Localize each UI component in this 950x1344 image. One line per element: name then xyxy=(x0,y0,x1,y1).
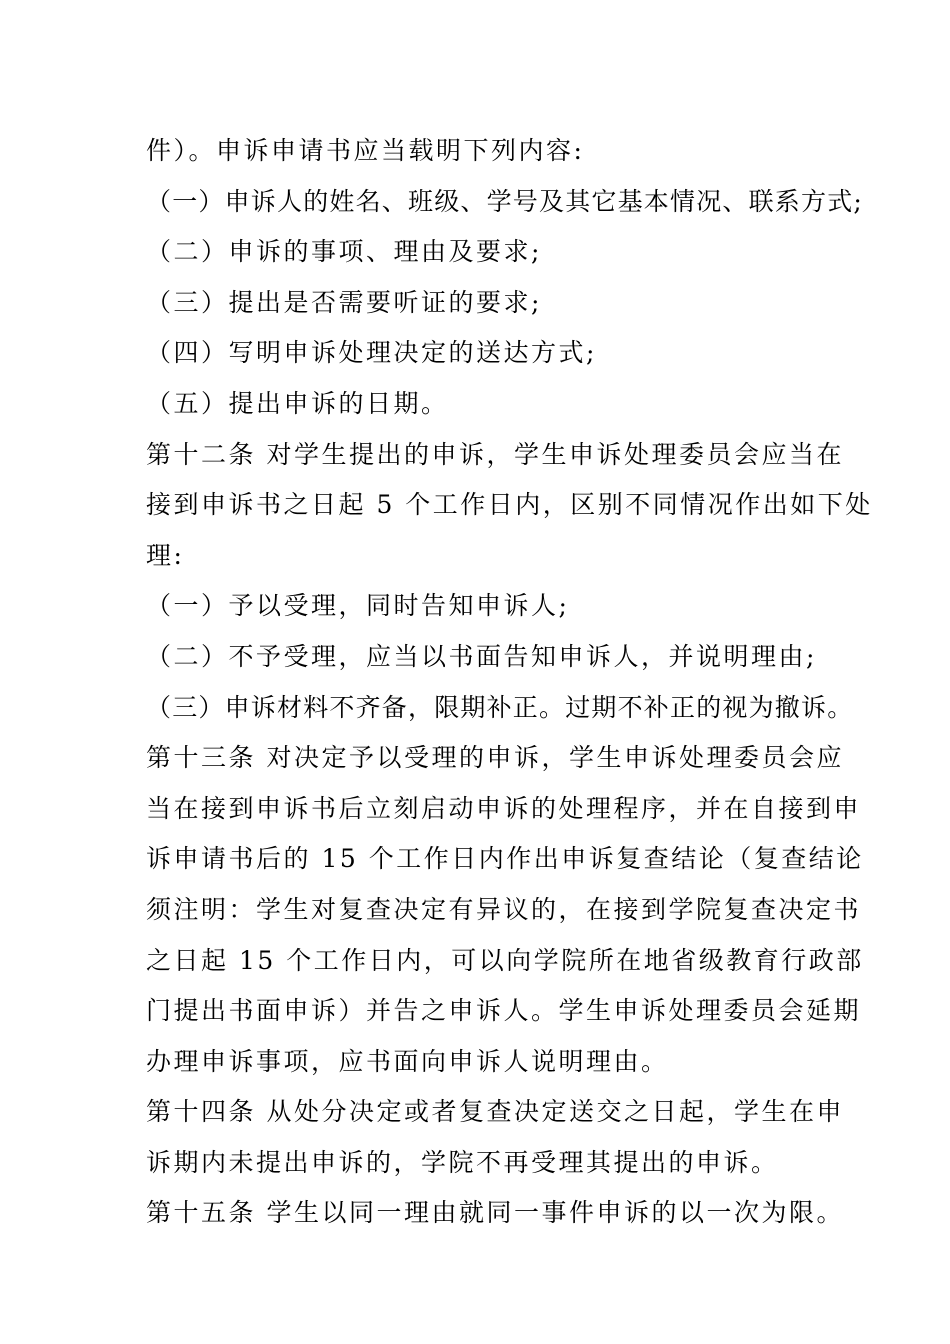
article-twelve-heading: 第十二条 对学生提出的申诉，学生申诉处理委员会应当在 xyxy=(146,439,844,469)
article-fifteen-heading: 第十五条 学生以同一理由就同一事件申诉的以一次为限。 xyxy=(146,1198,844,1228)
text-line: （一）予以受理，同时告知申诉人; xyxy=(146,591,570,621)
text-line: 之日起 15 个工作日内，可以向学院所在地省级教育行政部 xyxy=(146,945,864,975)
text-line: （二）不予受理，应当以书面告知申诉人，并说明理由; xyxy=(146,641,817,671)
text-line: 须注明：学生对复查决定有异议的，在接到学院复查决定书 xyxy=(146,894,862,924)
text-line: 接到申诉书之日起 5 个工作日内，区别不同情况作出如下处 xyxy=(146,490,873,520)
text-line: （三）申诉材料不齐备，限期补正。过期不补正的视为撤诉。 xyxy=(146,692,854,722)
text-line: 诉期内未提出申诉的，学院不再受理其提出的申诉。 xyxy=(146,1147,779,1177)
text-line: （一）申诉人的姓名、班级、学号及其它基本情况、联系方式; xyxy=(146,186,864,216)
text-line: （二）申诉的事项、理由及要求; xyxy=(146,237,542,267)
text-line: 办理申诉事项，应书面向申诉人说明理由。 xyxy=(146,1046,669,1076)
text-line: 理: xyxy=(146,540,185,570)
text-line: 当在接到申诉书后立刻启动申诉的处理程序，并在自接到申 xyxy=(146,793,862,823)
article-fourteen-heading: 第十四条 从处分决定或者复查决定送交之日起，学生在申 xyxy=(146,1097,844,1127)
text-line: （五）提出申诉的日期。 xyxy=(146,388,449,418)
text-line: （三）提出是否需要听证的要求; xyxy=(146,287,542,317)
text-line: 诉申请书后的 15 个工作日内作出申诉复查结论（复查结论 xyxy=(146,844,864,874)
text-line: 门提出书面申诉）并告之申诉人。学生申诉处理委员会延期 xyxy=(146,996,862,1026)
article-thirteen-heading: 第十三条 对决定予以受理的申诉，学生申诉处理委员会应 xyxy=(146,743,844,773)
text-line: （四）写明申诉处理决定的送达方式; xyxy=(146,338,597,368)
text-line: 件）。申诉申请书应当载明下列内容: xyxy=(146,136,585,165)
document-body xyxy=(146,126,873,1239)
